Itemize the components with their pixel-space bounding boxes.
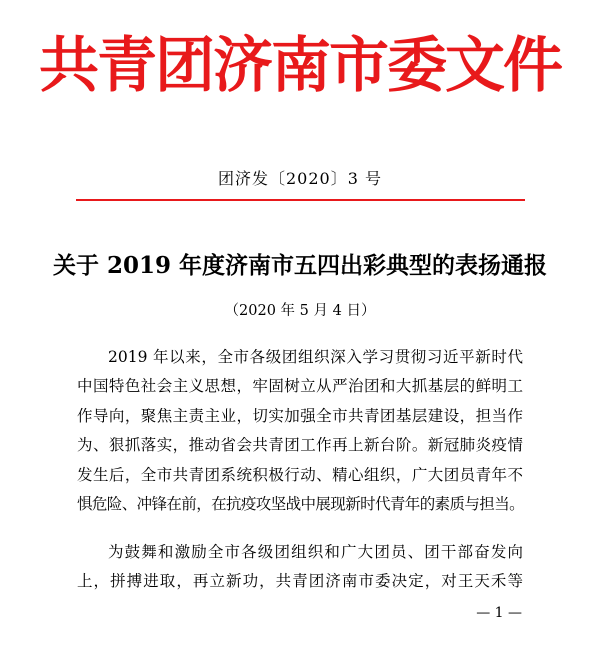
body-paragraph-2 — [77, 538, 523, 597]
paragraph-line: 中国特色社会主义思想，牢固树立从严治团和大抓基层的鲜明工 — [77, 377, 523, 396]
paragraph-line: 惧危险、冲锋在前，在抗疫攻坚战中展现新时代青年的素质与担当。 — [77, 495, 525, 514]
paragraph-line: 作导向，聚焦主责主业，切实加强全市共青团基层建设，担当作 — [77, 406, 523, 425]
red-divider-line — [76, 199, 525, 201]
page-number: — 1 — — [476, 605, 522, 621]
body-paragraph-1 — [77, 343, 523, 519]
masthead-title: 共青团济南市委文件 — [39, 31, 561, 101]
document-number: 团济发〔2020〕3 号 — [218, 169, 382, 188]
paragraph-line: 上，拼搏进取，再立新功，共青团济南市委决定，对王天禾等 — [77, 572, 523, 591]
paragraph-line: 为、狠抓落实，推动省会共青团工作再上新台阶。新冠肺炎疫情 — [77, 436, 523, 455]
paragraph-line: 发生后，全市共青团系统积极行动、精心组织，广大团员青年不 — [77, 465, 523, 484]
notice-date: （2020 年 5 月 4 日） — [224, 303, 376, 319]
notice-title: 关于 2019 年度济南市五四出彩典型的表扬通报 — [52, 252, 548, 279]
paragraph-line: 为鼓舞和激励全市各级团组织和广大团员、团干部奋发向 — [108, 543, 523, 561]
paragraph-line: 2019 年以来，全市各级团组织深入学习贯彻习近平新时代 — [108, 348, 523, 366]
